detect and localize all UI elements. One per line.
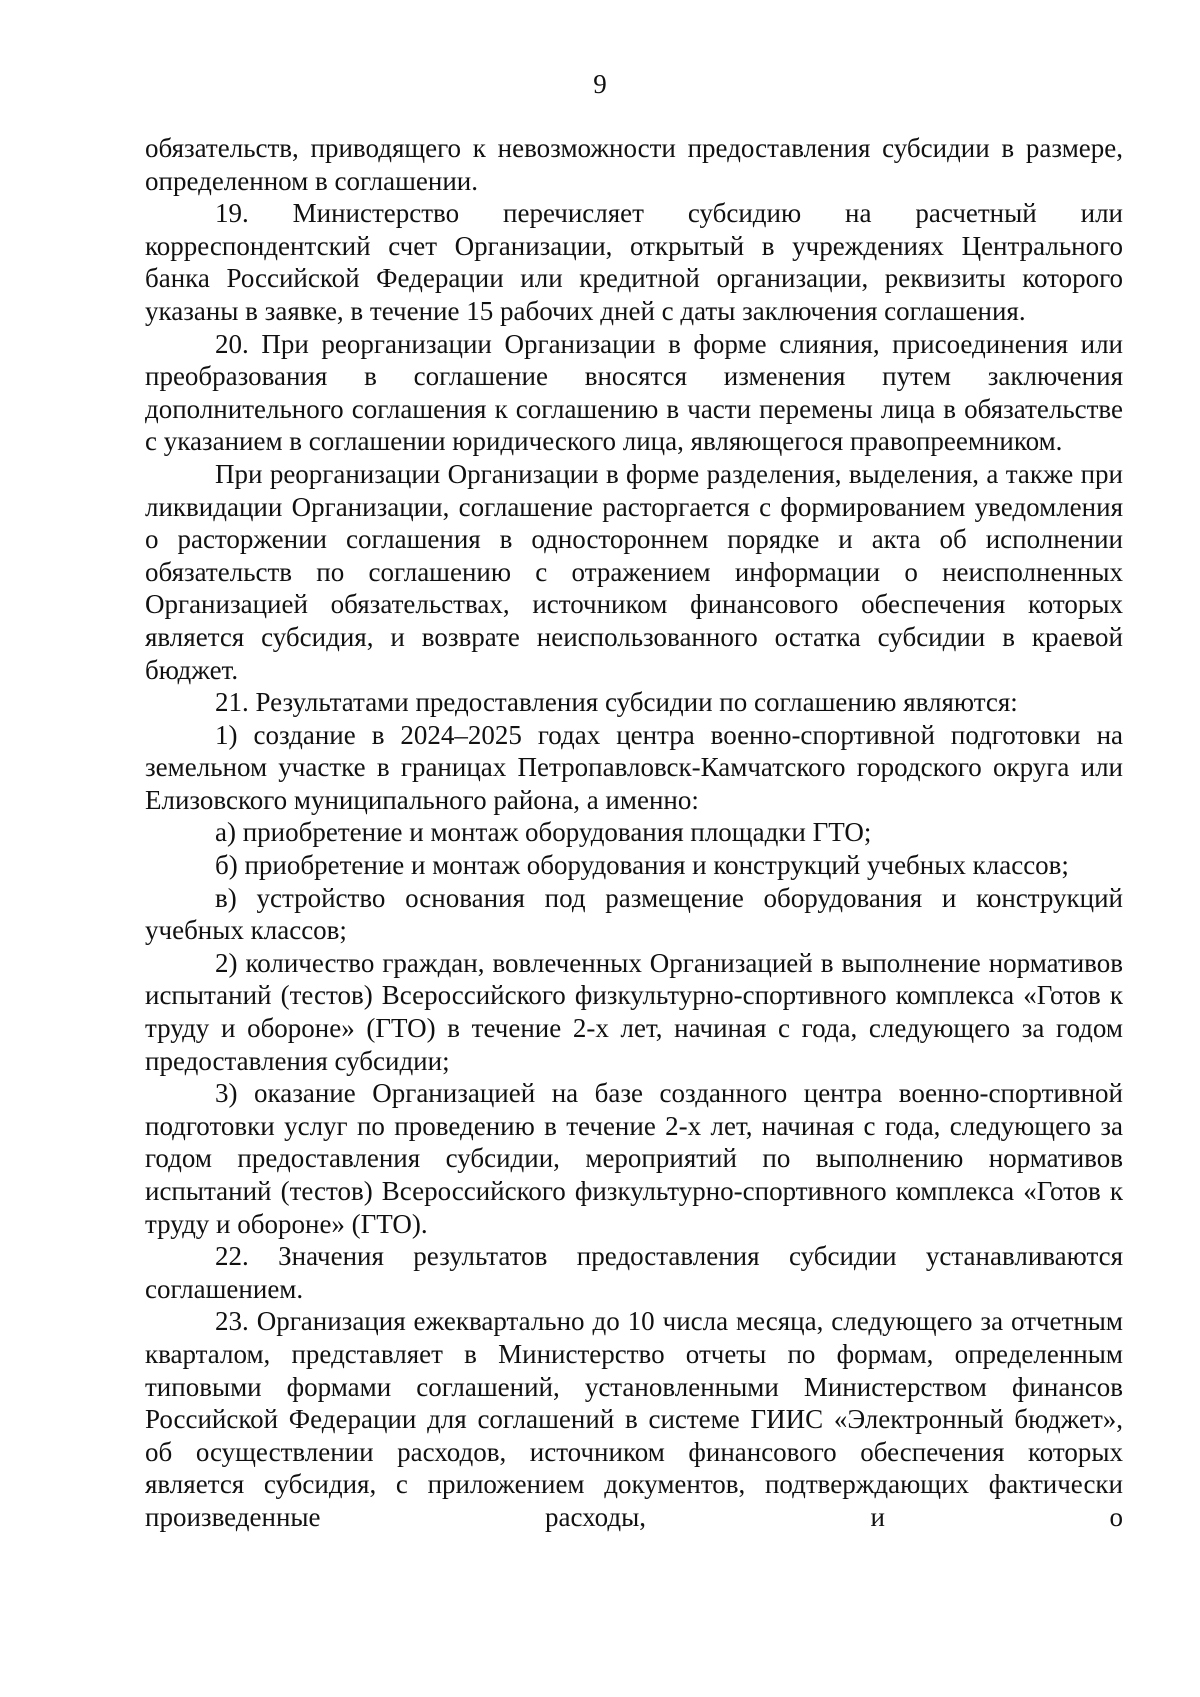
paragraph-continuation: обязательств, приводящего к невозможности предоставления субсидии в размере, определенном в соглашении. — [145, 133, 1123, 196]
paragraph-item-19: 19. Министерство перечисляет субсидию на расчетный или корреспондентский счет Организации, открытый в учреждениях Центрального банка Российской Федерации или кредитной организации, реквизиты которого указаны в заявке, в течение 15 рабочих дней с даты заключения соглашения. — [145, 198, 1123, 326]
paragraph-item-21: 21. Результатами предоставления субсидии по соглашению являются: — [215, 687, 1018, 718]
paragraph-reorganization-division: При реорганизации Организации в форме разделения, выделения, а также при ликвидации Организации, соглашение расторгается с формированием уведомления о расторжении соглашения в одностороннем порядке и акта об исполнении обязательств по соглашению с отражением информации о неисполненных Организацией обязательствах, источником финансового обеспечения которых является субсидия, и возврате неиспользованного остатка субсидии в краевой бюджет. — [145, 458, 1123, 685]
paragraph-result-1c: в) устройство основания под размещение оборудования и конструкций учебных классов; — [145, 882, 1123, 946]
paragraph-result-1a: а) приобретение и монтаж оборудования площадки ГТО; — [215, 817, 872, 848]
paragraph-result-3: 3) оказание Организацией на базе созданного центра военно-спортивной подготовки услуг по проведению в течение 2-х лет, начиная с года, следующего за годом предоставления субсидии, мероприятий по выполнению нормативов испытаний (тестов) Всероссийского физкультурно-спортивного комплекса «Готов к труду и обороне» (ГТО). — [145, 1078, 1123, 1239]
paragraph-item-22: 22. Значения результатов предоставления субсидии устанавливаются соглашением. — [145, 1241, 1123, 1304]
paragraph-result-1: 1) создание в 2024–2025 годах центра военно-спортивной подготовки на земельном участке в границах Петропавловск-Камчатского городского округа или Елизовского муниципального района, а именно: — [145, 719, 1123, 815]
document-body — [145, 132, 1123, 1534]
paragraph-item-23: 23. Организация ежеквартально до 10 числа месяца, следующего за отчетным кварталом, представляет в Министерство отчеты по формам, определенным типовыми формами соглашений, установленными Министерством финансов Российской Федерации для соглашений в системе ГИИС «Электронный бюджет», об осуществлении расходов, источником финансового обеспечения которых является субсидия, с приложением документов, подтверждающих фактически произведенные расходы, и о — [145, 1306, 1123, 1532]
paragraph-item-20: 20. При реорганизации Организации в форме слияния, присоединения или преобразования в соглашение вносятся изменения путем заключения дополнительного соглашения к соглашению в части перемены лица в обязательстве с указанием в соглашении юридического лица, являющегося правопреемником. — [145, 328, 1123, 457]
paragraph-result-1b: б) приобретение и монтаж оборудования и конструкций учебных классов; — [215, 850, 1069, 881]
paragraph-result-2: 2) количество граждан, вовлеченных Организацией в выполнение нормативов испытаний (тестов) Всероссийского физкультурно-спортивного комплекса «Готов к труду и обороне» (ГТО) в течение 2-х лет, начиная с года, следующего за годом предоставления субсидии; — [145, 947, 1123, 1076]
page-number: 9 — [593, 69, 607, 99]
